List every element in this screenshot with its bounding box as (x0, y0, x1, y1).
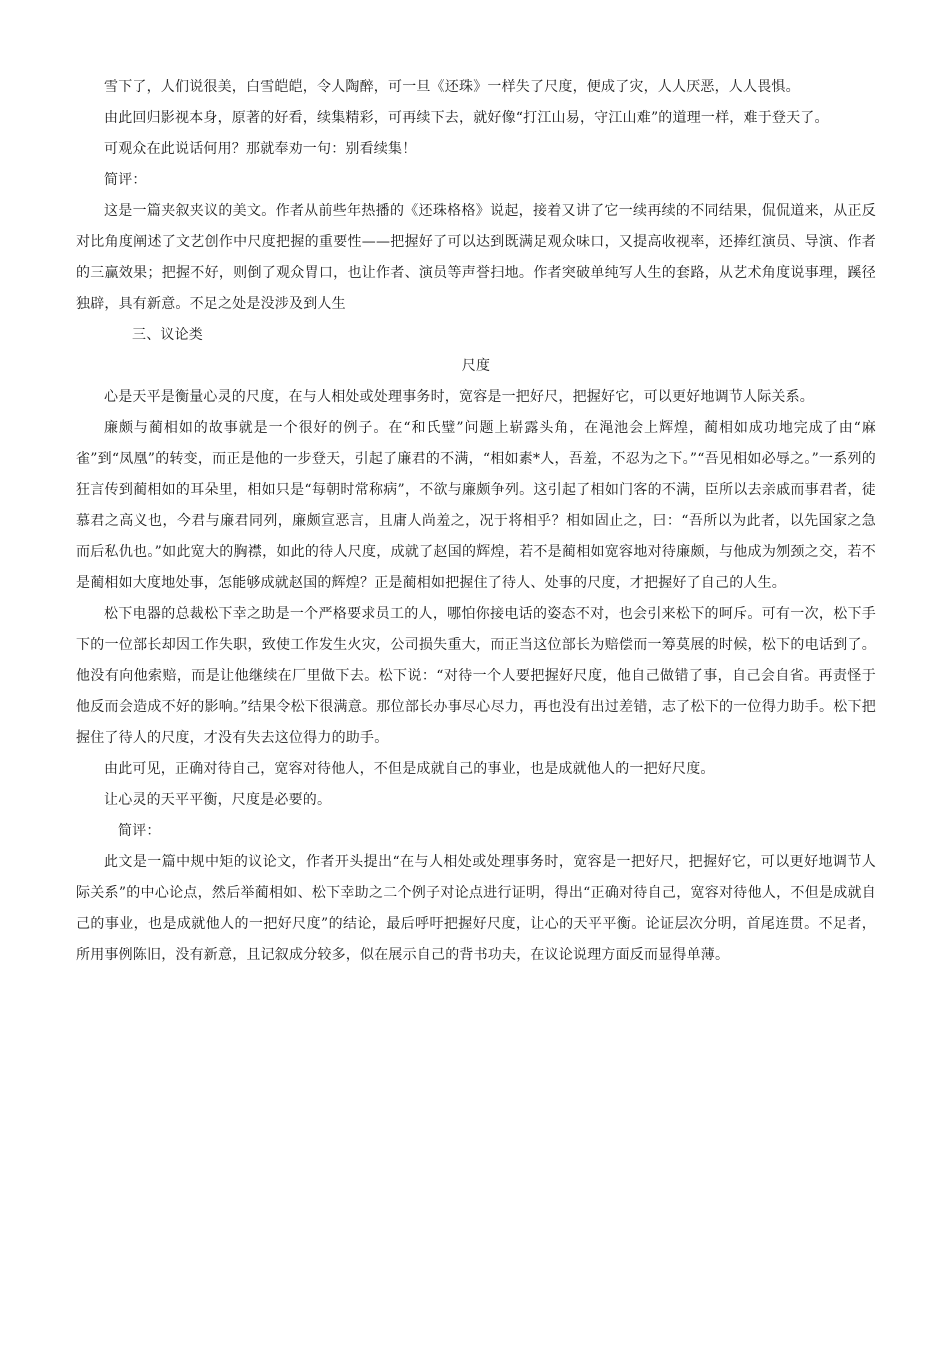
paragraph: 雪下了，人们说很美，白雪皑皑，令人陶醉，可一旦《还珠》一样失了尺度，便成了灾，人人厌恶，人人畏惧。 (104, 79, 800, 95)
essay-title: 尺度 (461, 358, 491, 374)
review-paragraph: 这是一篇夹叙夹议的美文。作者从前些年热播的《还珠格格》说起，接着又讲了它一续再续的不同结果，侃侃道来，从正反对比角度阐述了文艺创作中尺度把握的重要性——把握好了可以达到既满足观众味口，又提高收视率，还捧红演员、导演、作者的三赢效果；把握不好，则倒了观众胃口，也让作者、演员等声誉扫地。作者突破单纯写人生的套路，从艺术角度说事理，蹊径独辟，具有新意。不足之处是没涉及到人生 (76, 203, 876, 312)
paragraph: 由此可见，正确对待自己，宽容对待他人，不但是成就自己的事业，也是成就他人的一把好尺度。 (104, 761, 715, 777)
paragraph: 让心灵的天平平衡，尺度是必要的。 (104, 792, 332, 808)
paragraph: 可观众在此说话何用？那就奉劝一句：别看续集！ (104, 141, 417, 157)
paragraph: 由此回归影视本身，原著的好看，续集精彩，可再续下去，就好像“打江山易，守江山难”的道理一样，难于登天了。 (104, 110, 829, 126)
review-label: 简评： (104, 172, 147, 188)
document-body (76, 72, 876, 971)
paragraph: 廉颇与蔺相如的故事就是一个很好的例子。在“和氏璧”问题上崭露头角，在渑池会上辉煌，蔺相如成功地完成了由“麻雀”到“凤凰”的转变，而正是他的一步登天，引起了廉君的不满，“相如素*人，吾羞，不忍为之下。”“吾见相如必辱之。”一系列的狂言传到蔺相如的耳朵里，相如只是“每朝时常称病”，不欲与廉颇争列。这引起了相如门客的不满，臣所以去亲戚而事君者，徒慕君之高义也，今君与廉君同列，廉颇宣恶言，且庸人尚羞之，况于将相乎？相如固止之，曰：“吾所以为此者，以先国家之急而后私仇也。”如此宽大的胸襟，如此的待人尺度，成就了赵国的辉煌，若不是蔺相如宽容地对待廉颇，与他成为刎颈之交，若不是蔺相如大度地处事，怎能够成就赵国的辉煌？正是蔺相如把握住了待人、处事的尺度，才把握好了自己的人生。 (76, 420, 876, 591)
review-label: 简评： (118, 823, 161, 839)
paragraph: 松下电器的总裁松下幸之助是一个严格要求员工的人，哪怕你接电话的姿态不对，也会引来松下的呵斥。可有一次，松下手下的一位部长却因工作失职，致使工作发生火灾，公司损失重大，而正当这位部长为赔偿而一筹莫展的时候，松下的电话到了。他没有向他索赔，而是让他继续在厂里做下去。松下说：“对待一个人要把握好尺度，他自己做错了事，自己会自省。再责怪于他反而会造成不好的影响。”结果令松下很满意。那位部长办事尽心尽力，再也没有出过差错，志了松下的一位得力助手。松下把握住了待人的尺度，才没有失去这位得力的助手。 (76, 606, 876, 746)
section-heading: 三、议论类 (132, 327, 203, 343)
review-paragraph: 此文是一篇中规中矩的议论文，作者开头提出“在与人相处或处理事务时，宽容是一把好尺，把握好它，可以更好地调节人际关系”的中心论点，然后举蔺相如、松下幸助之二个例子对论点进行证明，得出“正确对待自己，宽容对待他人，不但是成就自己的事业，也是成就他人的一把好尺度”的结论，最后呼吁把握好尺度，让心的天平平衡。论证层次分明，首尾连贯。不足者，所用事例陈旧，没有新意，且记叙成分较多，似在展示自己的背书功夫，在议论说理方面反而显得单薄。 (76, 854, 876, 963)
paragraph: 心是天平是衡量心灵的尺度，在与人相处或处理事务时，宽容是一把好尺，把握好它，可以更好地调节人际关系。 (104, 389, 814, 405)
